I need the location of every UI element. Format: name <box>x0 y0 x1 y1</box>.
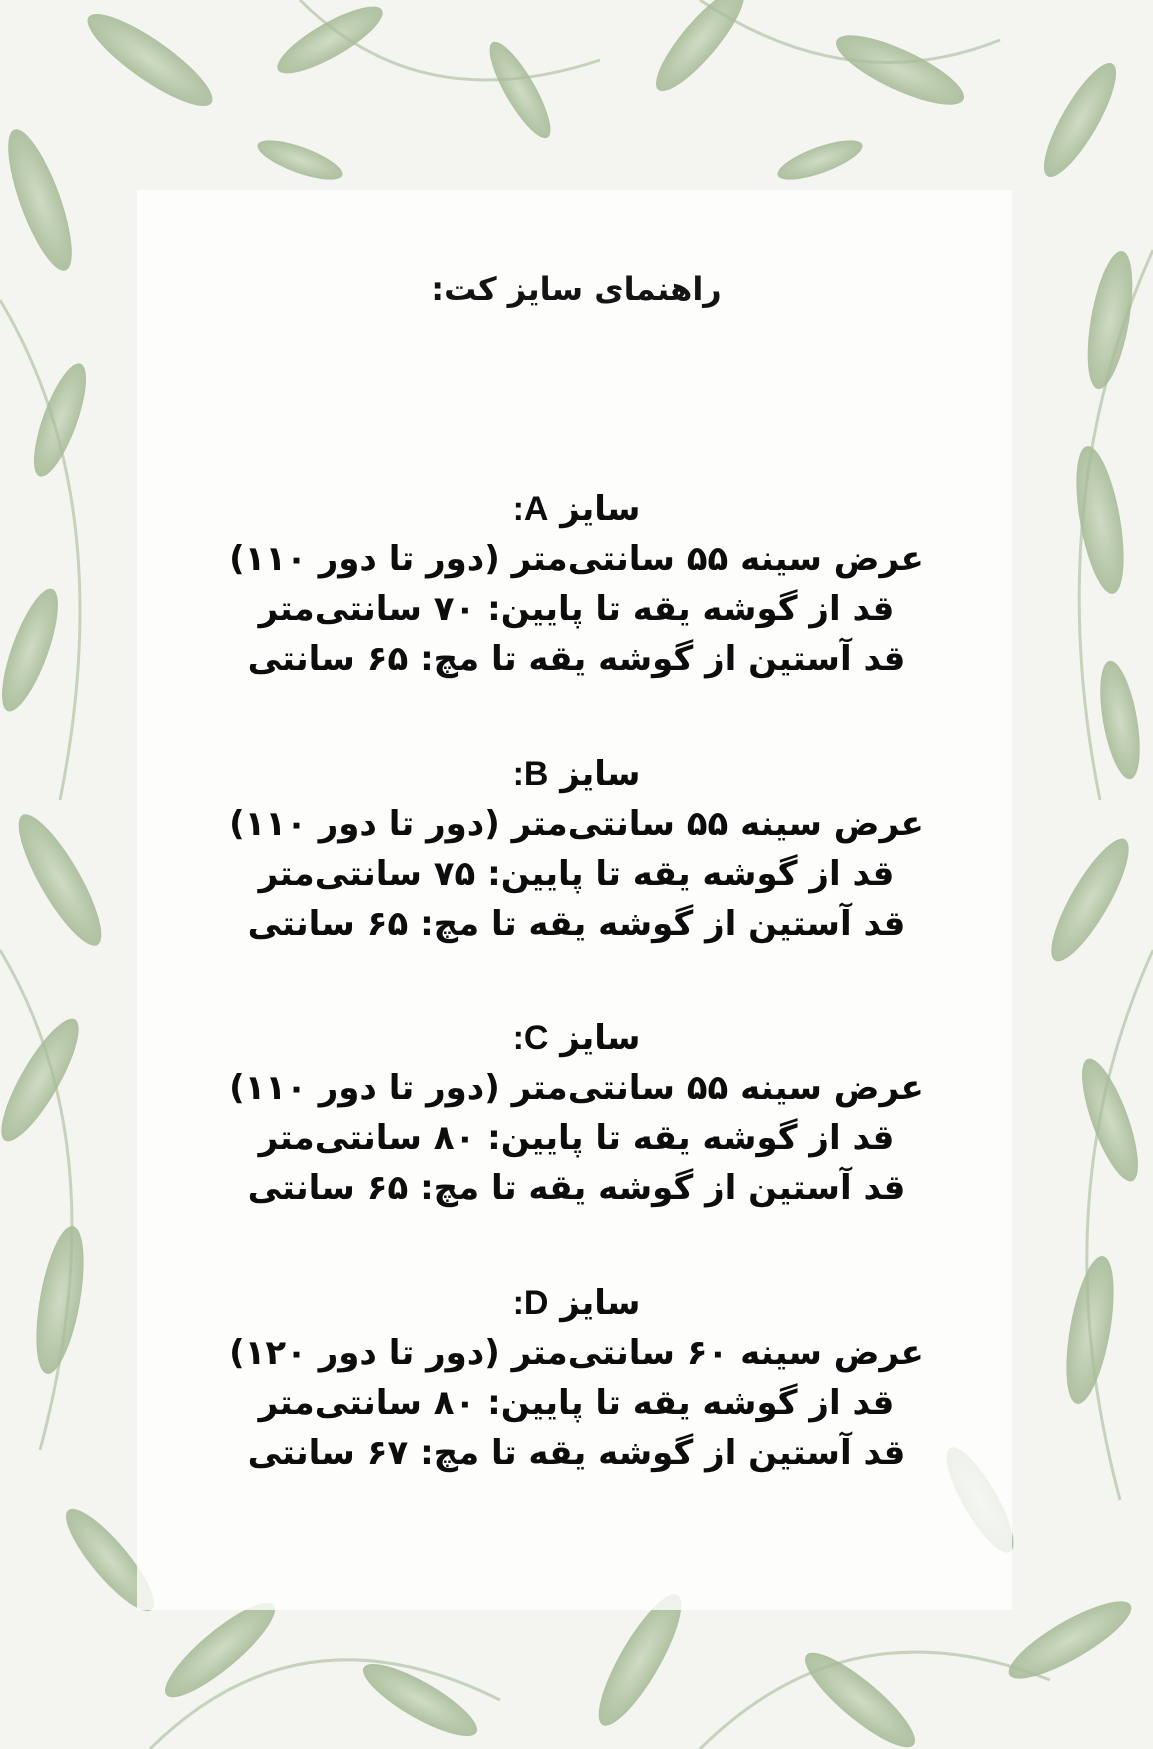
size-c-chest: عرض سینه ۵۵ سانتی‌متر (دور تا دور ۱۱۰) <box>229 1068 924 1108</box>
size-c-sleeve: قد آستین از گوشه یقه تا مچ: ۶۵ سانتی <box>247 1168 906 1208</box>
size-c-heading <box>0 1013 1153 1063</box>
size-b-block <box>0 749 1153 949</box>
size-d-length: قد از گوشه یقه تا پایین: ۸۰ سانتی‌متر <box>258 1383 895 1423</box>
size-b-heading <box>0 749 1153 799</box>
size-c-code: C: <box>512 1019 549 1057</box>
size-a-block <box>0 484 1153 684</box>
size-a-length: قد از گوشه یقه تا پایین: ۷۰ سانتی‌متر <box>258 589 895 629</box>
size-a-heading <box>0 484 1153 534</box>
size-c-block <box>0 1013 1153 1213</box>
size-b-length: قد از گوشه یقه تا پایین: ۷۵ سانتی‌متر <box>258 854 895 894</box>
size-c-label: سایز <box>560 1018 641 1058</box>
size-a-code: A: <box>512 490 549 528</box>
size-d-heading <box>0 1278 1153 1328</box>
size-b-chest: عرض سینه ۵۵ سانتی‌متر (دور تا دور ۱۱۰) <box>229 804 924 844</box>
size-d-chest: عرض سینه ۶۰ سانتی‌متر (دور تا دور ۱۲۰) <box>229 1333 924 1373</box>
size-a-chest: عرض سینه ۵۵ سانتی‌متر (دور تا دور ۱۱۰) <box>229 539 924 579</box>
size-a-sleeve: قد آستین از گوشه یقه تا مچ: ۶۵ سانتی <box>247 639 906 679</box>
size-d-block <box>0 1278 1153 1478</box>
size-d-label: سایز <box>560 1283 641 1323</box>
size-c-length: قد از گوشه یقه تا پایین: ۸۰ سانتی‌متر <box>258 1118 895 1158</box>
size-guide-title: راهنمای سایز کت: <box>431 270 722 308</box>
size-d-sleeve: قد آستین از گوشه یقه تا مچ: ۶۷ سانتی <box>247 1433 906 1473</box>
size-b-label: سایز <box>560 754 641 794</box>
size-b-sleeve: قد آستین از گوشه یقه تا مچ: ۶۵ سانتی <box>247 904 906 944</box>
size-a-label: سایز <box>560 489 641 529</box>
size-b-code: B: <box>512 755 549 793</box>
size-d-code: D: <box>512 1284 549 1322</box>
